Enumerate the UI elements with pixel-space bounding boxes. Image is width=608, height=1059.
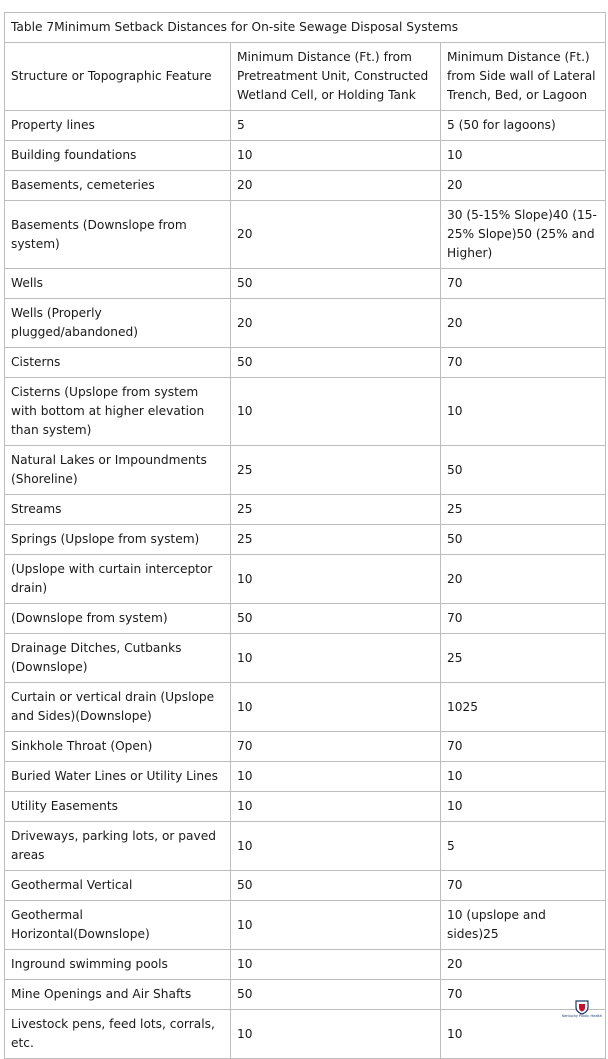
pretreatment-distance-cell: 70: [231, 732, 441, 762]
feature-cell: Inground swimming pools: [5, 950, 231, 980]
table-row: [5, 604, 606, 634]
feature-cell: Cisterns (Upslope from system with bottom at higher elevation than system): [5, 378, 231, 446]
feature-cell: Curtain or vertical drain (Upslope and Sides)(Downslope): [5, 683, 231, 732]
feature-cell: Property lines: [5, 111, 231, 141]
feature-cell: Drainage Ditches, Cutbanks (Downslope): [5, 634, 231, 683]
pretreatment-distance-cell: 10: [231, 683, 441, 732]
table-row: [5, 732, 606, 762]
feature-cell: Wells: [5, 269, 231, 299]
pretreatment-distance-cell: 20: [231, 201, 441, 269]
feature-cell: Geothermal Vertical: [5, 871, 231, 901]
feature-cell: Streams: [5, 495, 231, 525]
caption-row: [5, 13, 606, 43]
feature-cell: Cisterns: [5, 348, 231, 378]
lateral-distance-cell: 70: [441, 269, 606, 299]
lateral-distance-cell: 10: [441, 762, 606, 792]
table-row: [5, 901, 606, 950]
pretreatment-distance-cell: 10: [231, 378, 441, 446]
pretreatment-distance-cell: 10: [231, 141, 441, 171]
pretreatment-distance-cell: 10: [231, 792, 441, 822]
setback-table-container: [4, 12, 605, 1059]
table-row: [5, 348, 606, 378]
table-row: [5, 299, 606, 348]
table-row: [5, 141, 606, 171]
feature-cell: Geothermal Horizontal(Downslope): [5, 901, 231, 950]
pretreatment-distance-cell: 10: [231, 901, 441, 950]
table-row: [5, 683, 606, 732]
lateral-distance-cell: 5: [441, 822, 606, 871]
lateral-distance-cell: 25: [441, 634, 606, 683]
feature-cell: (Downslope from system): [5, 604, 231, 634]
table-row: [5, 1010, 606, 1059]
table-row: [5, 634, 606, 683]
table-row: [5, 980, 606, 1010]
feature-cell: Springs (Upslope from system): [5, 525, 231, 555]
pretreatment-distance-cell: 10: [231, 762, 441, 792]
header-cell: Minimum Distance (Ft.) from Side wall of Lateral Trench, Bed, or Lagoon: [441, 43, 606, 111]
feature-cell: Driveways, parking lots, or paved areas: [5, 822, 231, 871]
table-row: [5, 201, 606, 269]
table-row: [5, 495, 606, 525]
lateral-distance-cell: 10: [441, 378, 606, 446]
pretreatment-distance-cell: 10: [231, 950, 441, 980]
pretreatment-distance-cell: 50: [231, 269, 441, 299]
lateral-distance-cell: 50: [441, 446, 606, 495]
pretreatment-distance-cell: 10: [231, 555, 441, 604]
lateral-distance-cell: 20: [441, 171, 606, 201]
lateral-distance-cell: 1025: [441, 683, 606, 732]
pretreatment-distance-cell: 10: [231, 634, 441, 683]
pretreatment-distance-cell: 25: [231, 495, 441, 525]
header-row: [5, 43, 606, 111]
header-cell: Structure or Topographic Feature: [5, 43, 231, 111]
pretreatment-distance-cell: 50: [231, 348, 441, 378]
table-row: [5, 762, 606, 792]
pretreatment-distance-cell: 10: [231, 1010, 441, 1059]
pretreatment-distance-cell: 20: [231, 299, 441, 348]
table-row: [5, 792, 606, 822]
pretreatment-distance-cell: 25: [231, 446, 441, 495]
kentucky-public-health-logo: [560, 1000, 604, 1022]
feature-cell: Livestock pens, feed lots, corrals, etc.: [5, 1010, 231, 1059]
header-cell: Minimum Distance (Ft.) from Pretreatment Unit, Constructed Wetland Cell, or Holding Tank: [231, 43, 441, 111]
feature-cell: (Upslope with curtain interceptor drain): [5, 555, 231, 604]
feature-cell: Buried Water Lines or Utility Lines: [5, 762, 231, 792]
feature-cell: Basements, cemeteries: [5, 171, 231, 201]
feature-cell: Mine Openings and Air Shafts: [5, 980, 231, 1010]
shield-icon: [560, 1000, 604, 1015]
lateral-distance-cell: 70: [441, 871, 606, 901]
lateral-distance-cell: 20: [441, 299, 606, 348]
setback-table: [4, 12, 606, 1059]
lateral-distance-cell: 30 (5-15% Slope)40 (15-25% Slope)50 (25% and Higher): [441, 201, 606, 269]
lateral-distance-cell: 10: [441, 792, 606, 822]
feature-cell: Sinkhole Throat (Open): [5, 732, 231, 762]
lateral-distance-cell: 10: [441, 141, 606, 171]
feature-cell: Building foundations: [5, 141, 231, 171]
pretreatment-distance-cell: 50: [231, 871, 441, 901]
table-row: [5, 446, 606, 495]
pretreatment-distance-cell: 20: [231, 171, 441, 201]
feature-cell: Utility Easements: [5, 792, 231, 822]
lateral-distance-cell: 10: [441, 1010, 606, 1059]
pretreatment-distance-cell: 5: [231, 111, 441, 141]
feature-cell: Basements (Downslope from system): [5, 201, 231, 269]
lateral-distance-cell: 50: [441, 525, 606, 555]
lateral-distance-cell: 25: [441, 495, 606, 525]
table-row: [5, 950, 606, 980]
pretreatment-distance-cell: 50: [231, 604, 441, 634]
table-row: [5, 822, 606, 871]
lateral-distance-cell: 20: [441, 555, 606, 604]
lateral-distance-cell: 10 (upslope and sides)25: [441, 901, 606, 950]
pretreatment-distance-cell: 10: [231, 822, 441, 871]
lateral-distance-cell: 5 (50 for lagoons): [441, 111, 606, 141]
feature-cell: Natural Lakes or Impoundments (Shoreline): [5, 446, 231, 495]
table-row: [5, 871, 606, 901]
lateral-distance-cell: 20: [441, 950, 606, 980]
table-row: [5, 269, 606, 299]
pretreatment-distance-cell: 50: [231, 980, 441, 1010]
feature-cell: Wells (Properly plugged/abandoned): [5, 299, 231, 348]
table-row: [5, 525, 606, 555]
pretreatment-distance-cell: 25: [231, 525, 441, 555]
table-row: [5, 378, 606, 446]
table-row: [5, 171, 606, 201]
table-row: [5, 111, 606, 141]
lateral-distance-cell: 70: [441, 348, 606, 378]
lateral-distance-cell: 70: [441, 604, 606, 634]
table-row: [5, 555, 606, 604]
table-caption: Table 7Minimum Setback Distances for On-site Sewage Disposal Systems: [5, 13, 606, 43]
lateral-distance-cell: 70: [441, 980, 606, 1010]
lateral-distance-cell: 70: [441, 732, 606, 762]
logo-text: Kentucky Public Health: [561, 1014, 603, 1018]
